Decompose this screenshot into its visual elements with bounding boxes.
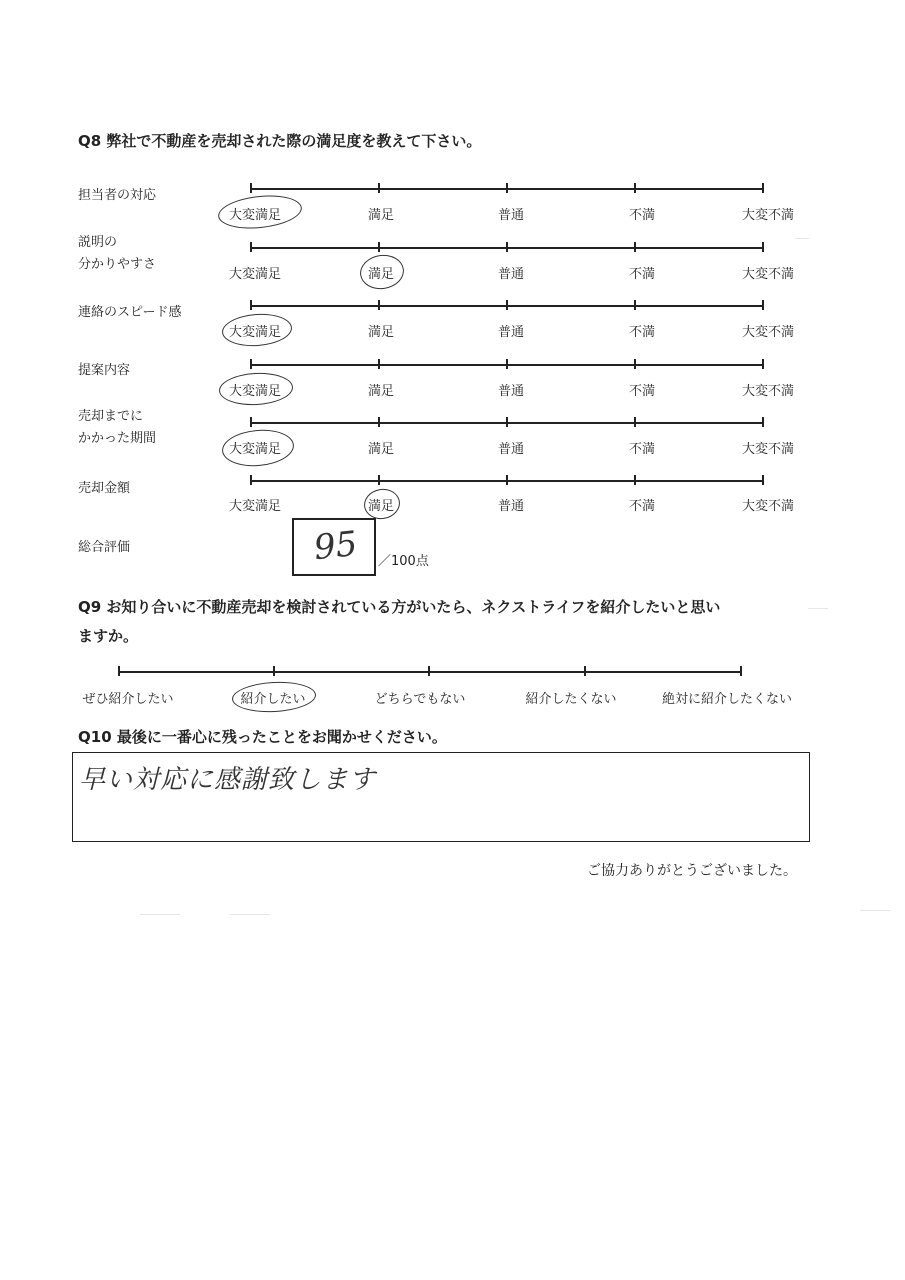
option-neutral[interactable]: 普通 <box>497 208 525 223</box>
q9-title-line-2: ますか。 <box>78 627 139 645</box>
row-label-staff <box>78 185 156 207</box>
option-dissatisfied[interactable]: 不満 <box>628 208 656 223</box>
row-label-explanation <box>78 232 156 276</box>
row-label-contact-speed <box>78 302 181 324</box>
row-label-duration <box>78 406 156 450</box>
selection-circle <box>231 680 316 714</box>
option-satisfied[interactable]: 満足 <box>367 499 395 514</box>
option-satisfied[interactable]: 満足 <box>367 442 395 457</box>
option-neutral[interactable]: 普通 <box>497 267 525 282</box>
row-label-line: 担当者の対応 <box>78 188 157 203</box>
option-definitely-refer[interactable]: ぜひ紹介したい <box>82 692 174 707</box>
option-very-satisfied[interactable]: 大変満足 <box>228 208 282 223</box>
row-label-sale-price <box>78 478 130 500</box>
row-label-line: かかった期間 <box>78 431 157 446</box>
option-very-dissatisfied[interactable]: 大変不満 <box>741 384 795 399</box>
scan-speck <box>230 914 270 915</box>
option-satisfied[interactable]: 満足 <box>367 384 395 399</box>
option-satisfied[interactable]: 満足 <box>367 267 395 282</box>
option-very-dissatisfied[interactable]: 大変不満 <box>741 208 795 223</box>
overall-score: 95 <box>312 523 360 569</box>
selection-circle <box>362 486 403 522</box>
option-definitely-not-refer[interactable]: 絶対に紹介したくない <box>661 692 793 707</box>
answer-textarea[interactable] <box>72 752 810 842</box>
option-very-satisfied[interactable]: 大変満足 <box>228 442 282 457</box>
selection-circle <box>218 371 294 407</box>
row-label-line: 説明の <box>78 235 118 250</box>
option-very-dissatisfied[interactable]: 大変不満 <box>741 267 795 282</box>
option-very-satisfied[interactable]: 大変満足 <box>228 384 282 399</box>
row-label-proposal <box>78 360 130 382</box>
overall-max: ／100点 <box>378 554 429 569</box>
option-dissatisfied[interactable]: 不満 <box>628 384 656 399</box>
thanks-message: ご協力ありがとうございました。 <box>587 863 797 879</box>
option-dissatisfied[interactable]: 不満 <box>628 499 656 514</box>
option-very-satisfied[interactable]: 大変満足 <box>228 267 282 282</box>
option-satisfied[interactable]: 満足 <box>367 208 395 223</box>
option-neutral[interactable]: 普通 <box>497 442 525 457</box>
scan-speck <box>860 910 890 911</box>
row-label-line: 売却金額 <box>78 481 131 496</box>
scan-speck <box>140 914 180 915</box>
option-dissatisfied[interactable]: 不満 <box>628 325 656 340</box>
selection-circle <box>217 192 304 233</box>
option-refer[interactable]: 紹介したい <box>240 692 306 707</box>
answer-text: 早い対応に感謝致します <box>79 765 377 795</box>
option-satisfied[interactable]: 満足 <box>367 325 395 340</box>
selection-circle <box>358 252 406 292</box>
option-neutral[interactable]: 普通 <box>497 499 525 514</box>
option-dissatisfied[interactable]: 不満 <box>628 267 656 282</box>
option-very-dissatisfied[interactable]: 大変不満 <box>741 499 795 514</box>
q8-title: Q8 弊社で不動産を売却された際の満足度を教えて下さい。 <box>78 132 482 150</box>
option-undecided[interactable]: どちらでもない <box>374 692 466 707</box>
option-neutral[interactable]: 普通 <box>497 325 525 340</box>
selection-circle <box>221 312 293 349</box>
scan-speck <box>808 608 828 609</box>
scan-speck <box>795 238 809 239</box>
row-label-line: 提案内容 <box>78 363 131 378</box>
option-neutral[interactable]: 普通 <box>497 384 525 399</box>
overall-label: 総合評価 <box>78 540 131 555</box>
option-very-dissatisfied[interactable]: 大変不満 <box>741 325 795 340</box>
row-label-line: 売却までに <box>78 409 144 424</box>
q9-title-line-1: Q9 お知り合いに不動産売却を検討されている方がいたら、ネクストライフを紹介したいと思い <box>78 598 721 616</box>
row-label-line: 分かりやすさ <box>78 257 157 272</box>
row-label-line: 連絡のスピード感 <box>78 305 182 320</box>
overall-score-box[interactable] <box>292 518 376 576</box>
option-very-dissatisfied[interactable]: 大変不満 <box>741 442 795 457</box>
selection-circle <box>221 427 296 469</box>
option-not-refer[interactable]: 紹介したくない <box>525 692 617 707</box>
q10-title: Q10 最後に一番心に残ったことをお聞かせください。 <box>78 728 447 746</box>
option-dissatisfied[interactable]: 不満 <box>628 442 656 457</box>
option-very-satisfied[interactable]: 大変満足 <box>228 325 282 340</box>
option-very-satisfied[interactable]: 大変満足 <box>228 499 282 514</box>
